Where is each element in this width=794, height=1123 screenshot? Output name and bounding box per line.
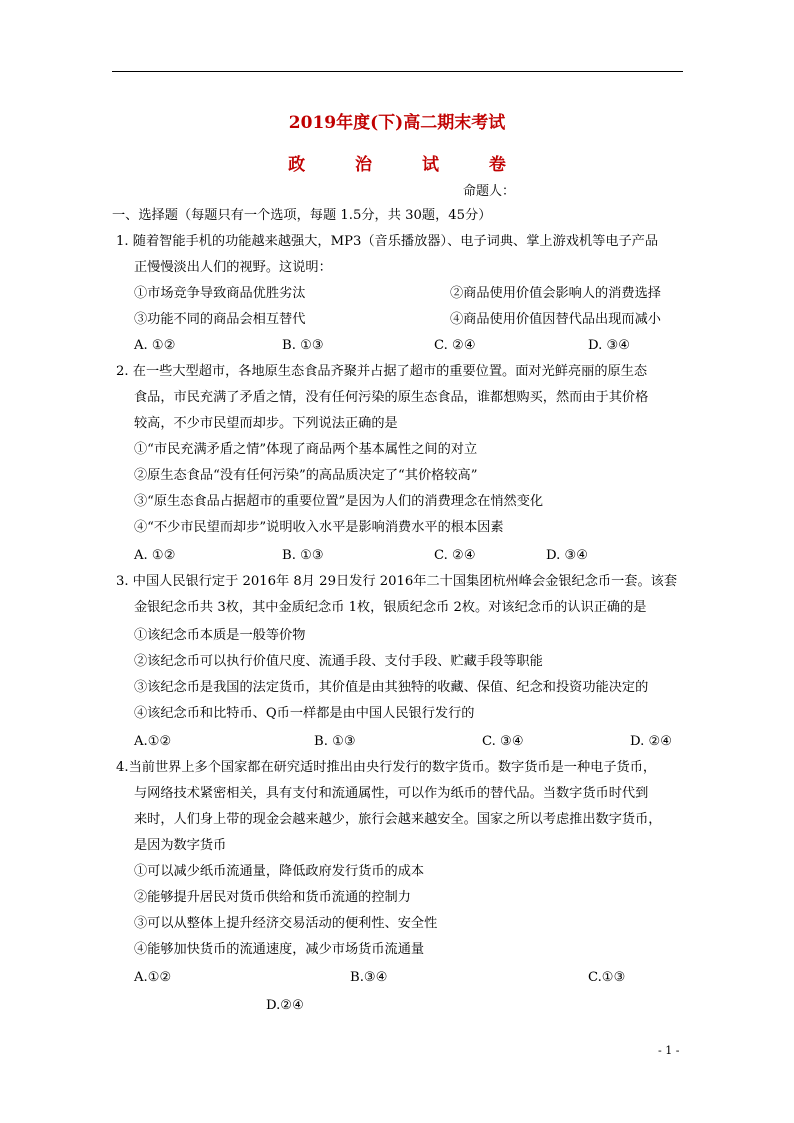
q3-statement-2: ②该纪念币可以执行价值尺度、流通手段、支付手段、贮藏手段等职能 [134, 654, 543, 669]
q2-option-d: D. ③④ [546, 548, 589, 563]
q1-stem-line-1: 1. 随着智能手机的功能越来越强大，MP3（音乐播放器）、电子词典、掌上游戏机等电子产品 [116, 234, 659, 249]
q4-stem-line-1: 4.当前世界上多个国家都在研究适时推出由央行发行的数字货币。数字货币是一种电子货币， [116, 760, 657, 775]
page-number: - 1 - [658, 1044, 680, 1057]
q2-option-b: B. ①③ [282, 548, 324, 563]
q2-statement-2: ②原生态食品“没有任何污染”的高品质决定了“其价格较高” [134, 468, 478, 483]
q3-option-c: C. ③④ [482, 734, 524, 749]
q2-stem-line-3: 较高，不少市民望而却步。下列说法正确的是 [134, 416, 398, 431]
q1-option-c: C. ②④ [434, 338, 476, 353]
q3-stem-line-2: 金银纪念币共 3枚，其中金质纪念币 1枚，银质纪念币 2枚。对该纪念币的认识正确的是 [134, 600, 647, 615]
q3-statement-1: ①该纪念币本质是一般等价物 [134, 628, 306, 643]
q1-stem-line-2: 正慢慢淡出人们的视野。这说明： [134, 260, 332, 275]
q2-statement-4: ④“不少市民望而却步”说明收入水平是影响消费水平的根本因素 [134, 520, 504, 535]
q3-option-a: A.①② [134, 734, 172, 749]
q3-option-d: D. ②④ [630, 734, 673, 749]
author-label: 命题人： [463, 184, 516, 199]
section-heading: 一、选择题（每题只有一个选项，每题 1.5分，共 30题，45分） [112, 208, 492, 223]
q1-option-a: A. ①② [134, 338, 176, 353]
q1-statement-4: ④商品使用价值因替代品出现而减小 [450, 312, 661, 327]
q1-statement-2: ②商品使用价值会影响人的消费选择 [450, 286, 661, 301]
q2-option-a: A. ①② [134, 548, 176, 563]
q4-stem-line-3: 来时，人们身上带的现金会越来越少，旅行会越来越安全。国家之所以考虑推出数字货币， [134, 812, 662, 827]
q1-option-b: B. ①③ [282, 338, 324, 353]
q2-stem-line-1: 2. 在一些大型超市，各地原生态食品齐聚并占据了超市的重要位置。面对光鲜亮丽的原生态 [116, 364, 648, 379]
q4-statement-1: ①可以减少纸币流通量，降低政府发行货币的成本 [134, 864, 425, 879]
q2-statement-1: ①“市民充满矛盾之情”体现了商品两个基本属性之间的对立 [134, 442, 478, 457]
q2-stem-line-2: 食品，市民充满了矛盾之情，没有任何污染的原生态食品，谁都想购买，然而由于其价格 [134, 390, 649, 405]
q3-option-b: B. ①③ [314, 734, 356, 749]
exam-title: 2019年度(下)高二期末考试 [288, 113, 506, 133]
q4-option-d: D.②④ [266, 998, 304, 1013]
q2-option-c: C. ②④ [434, 548, 476, 563]
q3-stem-line-1: 3. 中国人民银行定于 2016年 8月 29日发行 2016年二十国集团杭州峰会金银纪念币一套。该套 [116, 574, 678, 589]
q3-statement-4: ④该纪念币和比特币、Q币一样都是由中国人民银行发行的 [134, 706, 475, 721]
q3-statement-3: ③该纪念币是我国的法定货币，其价值是由其独特的收藏、保值、纪念和投资功能决定的 [134, 680, 649, 695]
exam-subtitle: 政 治 试 卷 [288, 155, 528, 175]
q4-option-b: B.③④ [350, 970, 388, 985]
q4-statement-4: ④能够加快货币的流通速度，减少市场货币流通量 [134, 942, 425, 957]
q1-statement-1: ①市场竞争导致商品优胜劣汰 [134, 286, 306, 301]
q1-statement-3: ③功能不同的商品会相互替代 [134, 312, 306, 327]
q4-stem-line-4: 是因为数字货币 [134, 838, 227, 853]
q1-option-d: D. ③④ [588, 338, 631, 353]
q4-stem-line-2: 与网络技术紧密相关，具有支付和流通属性，可以作为纸币的替代品。当数字货币时代到 [134, 786, 649, 801]
q4-option-c: C.①③ [588, 970, 626, 985]
q4-statement-2: ②能够提升居民对货币供给和货币流通的控制力 [134, 890, 411, 905]
header-rule [112, 71, 683, 72]
q4-option-a: A.①② [134, 970, 172, 985]
q2-statement-3: ③“原生态食品占据超市的重要位置”是因为人们的消费理念在悄然变化 [134, 494, 544, 509]
q4-statement-3: ③可以从整体上提升经济交易活动的便利性、安全性 [134, 916, 438, 931]
